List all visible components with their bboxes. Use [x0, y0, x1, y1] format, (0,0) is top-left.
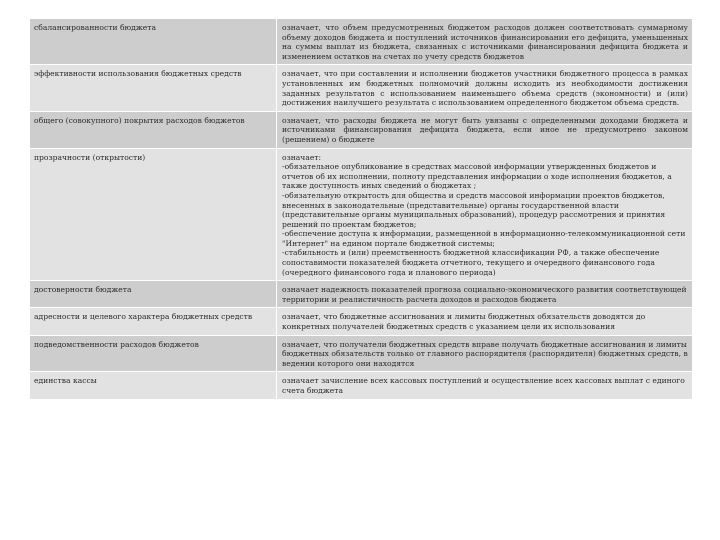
principle-name: эффективности использования бюджетных средств: [30, 65, 277, 111]
principle-name: сбалансированности бюджета: [30, 19, 277, 65]
principle-description: означает надежность показателей прогноза социально-экономического развития соответствующей территории и реалистичность расчета доходов и расходов бюджета: [277, 281, 693, 308]
table-row: [30, 148, 692, 281]
principle-name: прозрачности (открытости): [30, 148, 277, 281]
description-line: -стабильность и (или) преемственность бюджетной классификации РФ, а также обеспечение сопоставимости показателей бюджета отчетного, текущего и очередного финансового года (очередного финансового года и планового периода): [282, 248, 660, 277]
description-line: -обязательное опубликование в средствах массовой информации утвержденных бюджетов и отчетов об их исполнении, полноту представления информации о ходе исполнения бюджетов, а также доступность иных сведений о бюджетах ;: [282, 162, 672, 191]
principle-description: означает, что объем предусмотренных бюджетом расходов должен соответствовать суммарному объему доходов бюджета и поступлений источников финансирования его дефицита, уменьшенных на суммы выплат из бюджета, связанных с источниками финансирования дефицита бюджета и изменением остатков на счетах по учету средств бюджетов: [277, 19, 693, 65]
description-line: означает:: [282, 152, 322, 162]
principle-description: означает, что расходы бюджета не могут быть увязаны с определенными доходами бюджета и источниками финансирования дефицита бюджета, если иное не предусмотрено законом (решением) о бюджете: [277, 111, 693, 148]
table-row: [30, 335, 692, 372]
principle-name: общего (совокупного) покрытия расходов бюджетов: [30, 111, 277, 148]
principle-description: означает, что бюджетные ассигнования и лимиты бюджетных обязательств доводятся до конкретных получателей бюджетных средств с указанием цели их использования: [277, 308, 693, 335]
table-row: [30, 308, 692, 335]
principle-description: означает, что получатели бюджетных средств вправе получать бюджетные ассигнования и лимиты бюджетных обязательств только от главного распорядителя (распорядителя) бюджетных средств, в ведении которого они находятся: [277, 335, 693, 372]
principle-name: подведомственности расходов бюджетов: [30, 335, 277, 372]
table-row: [30, 372, 692, 399]
principle-name: адресности и целевого характера бюджетных средств: [30, 308, 277, 335]
principle-description: означает зачисление всех кассовых поступлений и осуществление всех кассовых выплат с единого счета бюджета: [277, 372, 693, 399]
budget-principles-table: [30, 18, 692, 400]
table-row: [30, 281, 692, 308]
principle-description: [277, 148, 693, 281]
table-row: [30, 111, 692, 148]
description-line: -обязательную открытость для общества и средств массовой информации проектов бюджетов, внесенных в законодательные (представительные) органы государственной власти (представительные органы муниципальных образований), процедур рассмотрения и принятия решений по проектам бюджетов;: [282, 190, 666, 229]
table-row: [30, 65, 692, 111]
principle-name: достоверности бюджета: [30, 281, 277, 308]
table-row: [30, 19, 692, 65]
description-line: -обеспечение доступа к информации, размещенной в информационно-телекоммуникационной сети "Интернет" на едином портале бюджетной системы;: [282, 229, 686, 248]
principle-description: означает, что при составлении и исполнении бюджетов участники бюджетного процесса в рамках установленных им бюджетных полномочий должны исходить из необходимости достижения заданных результатов с использованием наименьшего объема средств (экономности) и (или) достижения наилучшего результата с использованием определенного бюджетом объема средств.: [277, 65, 693, 111]
principle-name: единства кассы: [30, 372, 277, 399]
